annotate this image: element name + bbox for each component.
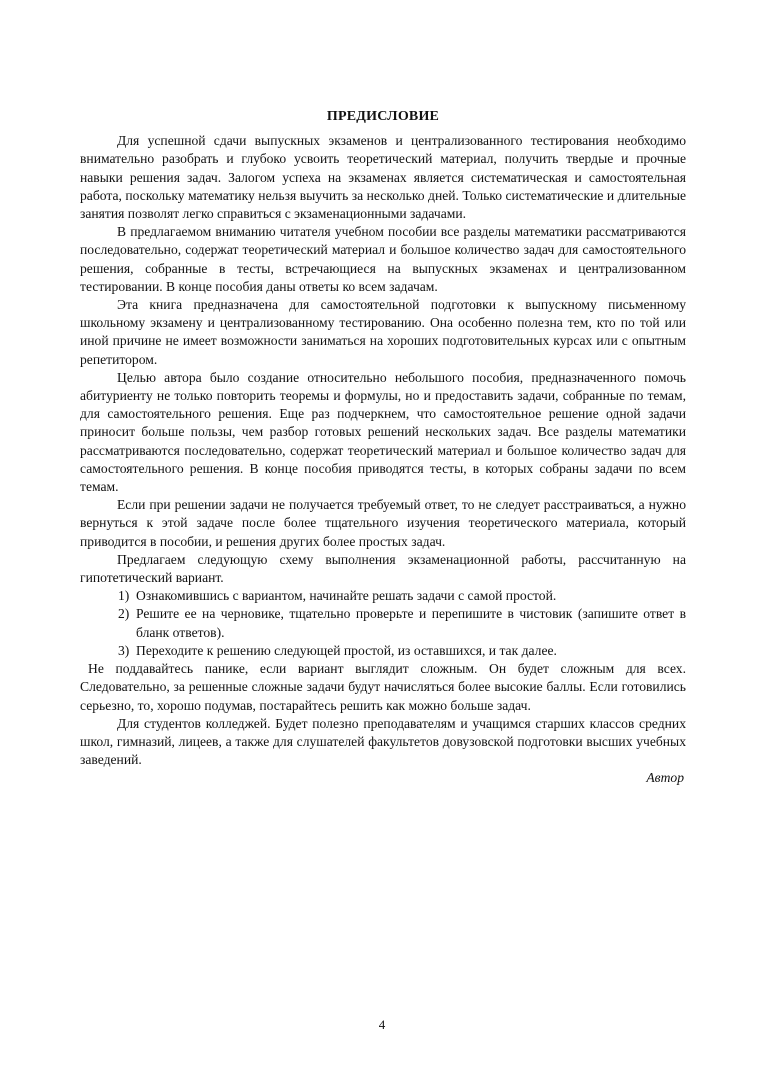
author-signature: Автор xyxy=(646,770,684,786)
paragraph-5: Если при решении задачи не получается требуемый ответ, то не следует расстраиваться, а нужно вернуться к этой задаче после более тщательного изучения теоретического материала, который приводится в пособии, и решения других более простых задач. xyxy=(80,497,686,549)
paragraph-4: Целью автора было создание относительно небольшого пособия, предназначенного помочь абитуриенту не только повторить теоремы и формулы, но и предоставить задачи, собранные по темам, для самостоятельного решения. Еще раз подчеркнем, что самостоятельное решение одной задачи приносит больше пользы, чем разбор готовых решений нескольких задач. Все разделы математики рассматриваются последовательно, содержат теоретический материал и большое количество задач для самостоятельного решения. В конце пособия приводятся тесты, в которых собраны задачи по всем темам. xyxy=(80,369,686,495)
list-item-text: Переходите к решению следующей простой, из оставшихся, и так далее. xyxy=(136,642,557,658)
list-item-text: Ознакомившись с вариантом, начинайте решать задачи с самой простой. xyxy=(136,588,557,604)
page-number: 4 xyxy=(378,1017,386,1032)
list-item-number: 3) xyxy=(118,642,130,658)
list-item xyxy=(80,642,686,660)
list-item-text: Решите ее на черновике, тщательно проверьте и перепишите в чистовик (запишите ответ в бланк ответов). xyxy=(136,606,686,640)
paragraph-2: В предлагаемом вниманию читателя учебном пособии все разделы математики рассматриваются последовательно, содержат теоретический материал и большое количество задач для самостоятельного решения, собранные в тесты, встречающиеся на выпускных экзаменах и централизованном тестировании. В конце пособия даны ответы ко всем задачам. xyxy=(80,224,686,294)
paragraph-7: Не поддавайтесь панике, если вариант выглядит сложным. Он будет сложным для всех. Следовательно, за решенные сложные задачи будут начисляться более высокие баллы. Если готовились серьезно, то, хорошо подумав, постарайтесь решить как можно больше задач. xyxy=(80,661,686,713)
page-title: ПРЕДИСЛОВИЕ xyxy=(326,109,440,124)
list-item-number: 2) xyxy=(118,606,130,622)
list-item-number: 1) xyxy=(118,588,130,604)
list-item xyxy=(80,587,686,605)
paragraph-3: Эта книга предназначена для самостоятельной подготовки к выпускному письменному школьному экзамену и централизованному тестированию. Она особенно полезна тем, кто по той или иной причине не имеет возможности заниматься на хороших подготовительных курсах или с опытным репетитором. xyxy=(80,297,686,367)
paragraph-6: Предлагаем следующую схему выполнения экзаменационной работы, рассчитанную на гипотетический вариант. xyxy=(80,551,686,586)
paragraph-1: Для успешной сдачи выпускных экзаменов и централизованного тестирования необходимо внимательно разобрать и глубоко усвоить теоретический материал, получить твердые и прочные навыки решения задач. Залогом успеха на экзаменах является систематическая и самостоятельная работа, поскольку математику нельзя выучить за несколько дней. Только систематические и длительные занятия позволят легко справиться с экзаменационными задачами. xyxy=(80,133,686,222)
list-item xyxy=(80,605,686,641)
exam-steps-list xyxy=(80,587,686,660)
document-page xyxy=(80,108,686,788)
paragraph-8: Для студентов колледжей. Будет полезно преподавателям и учащимся старших классов средних школ, гимназий, лицеев, а также для слушателей факультетов довузовской подготовки высших учебных заведений. xyxy=(80,715,686,768)
